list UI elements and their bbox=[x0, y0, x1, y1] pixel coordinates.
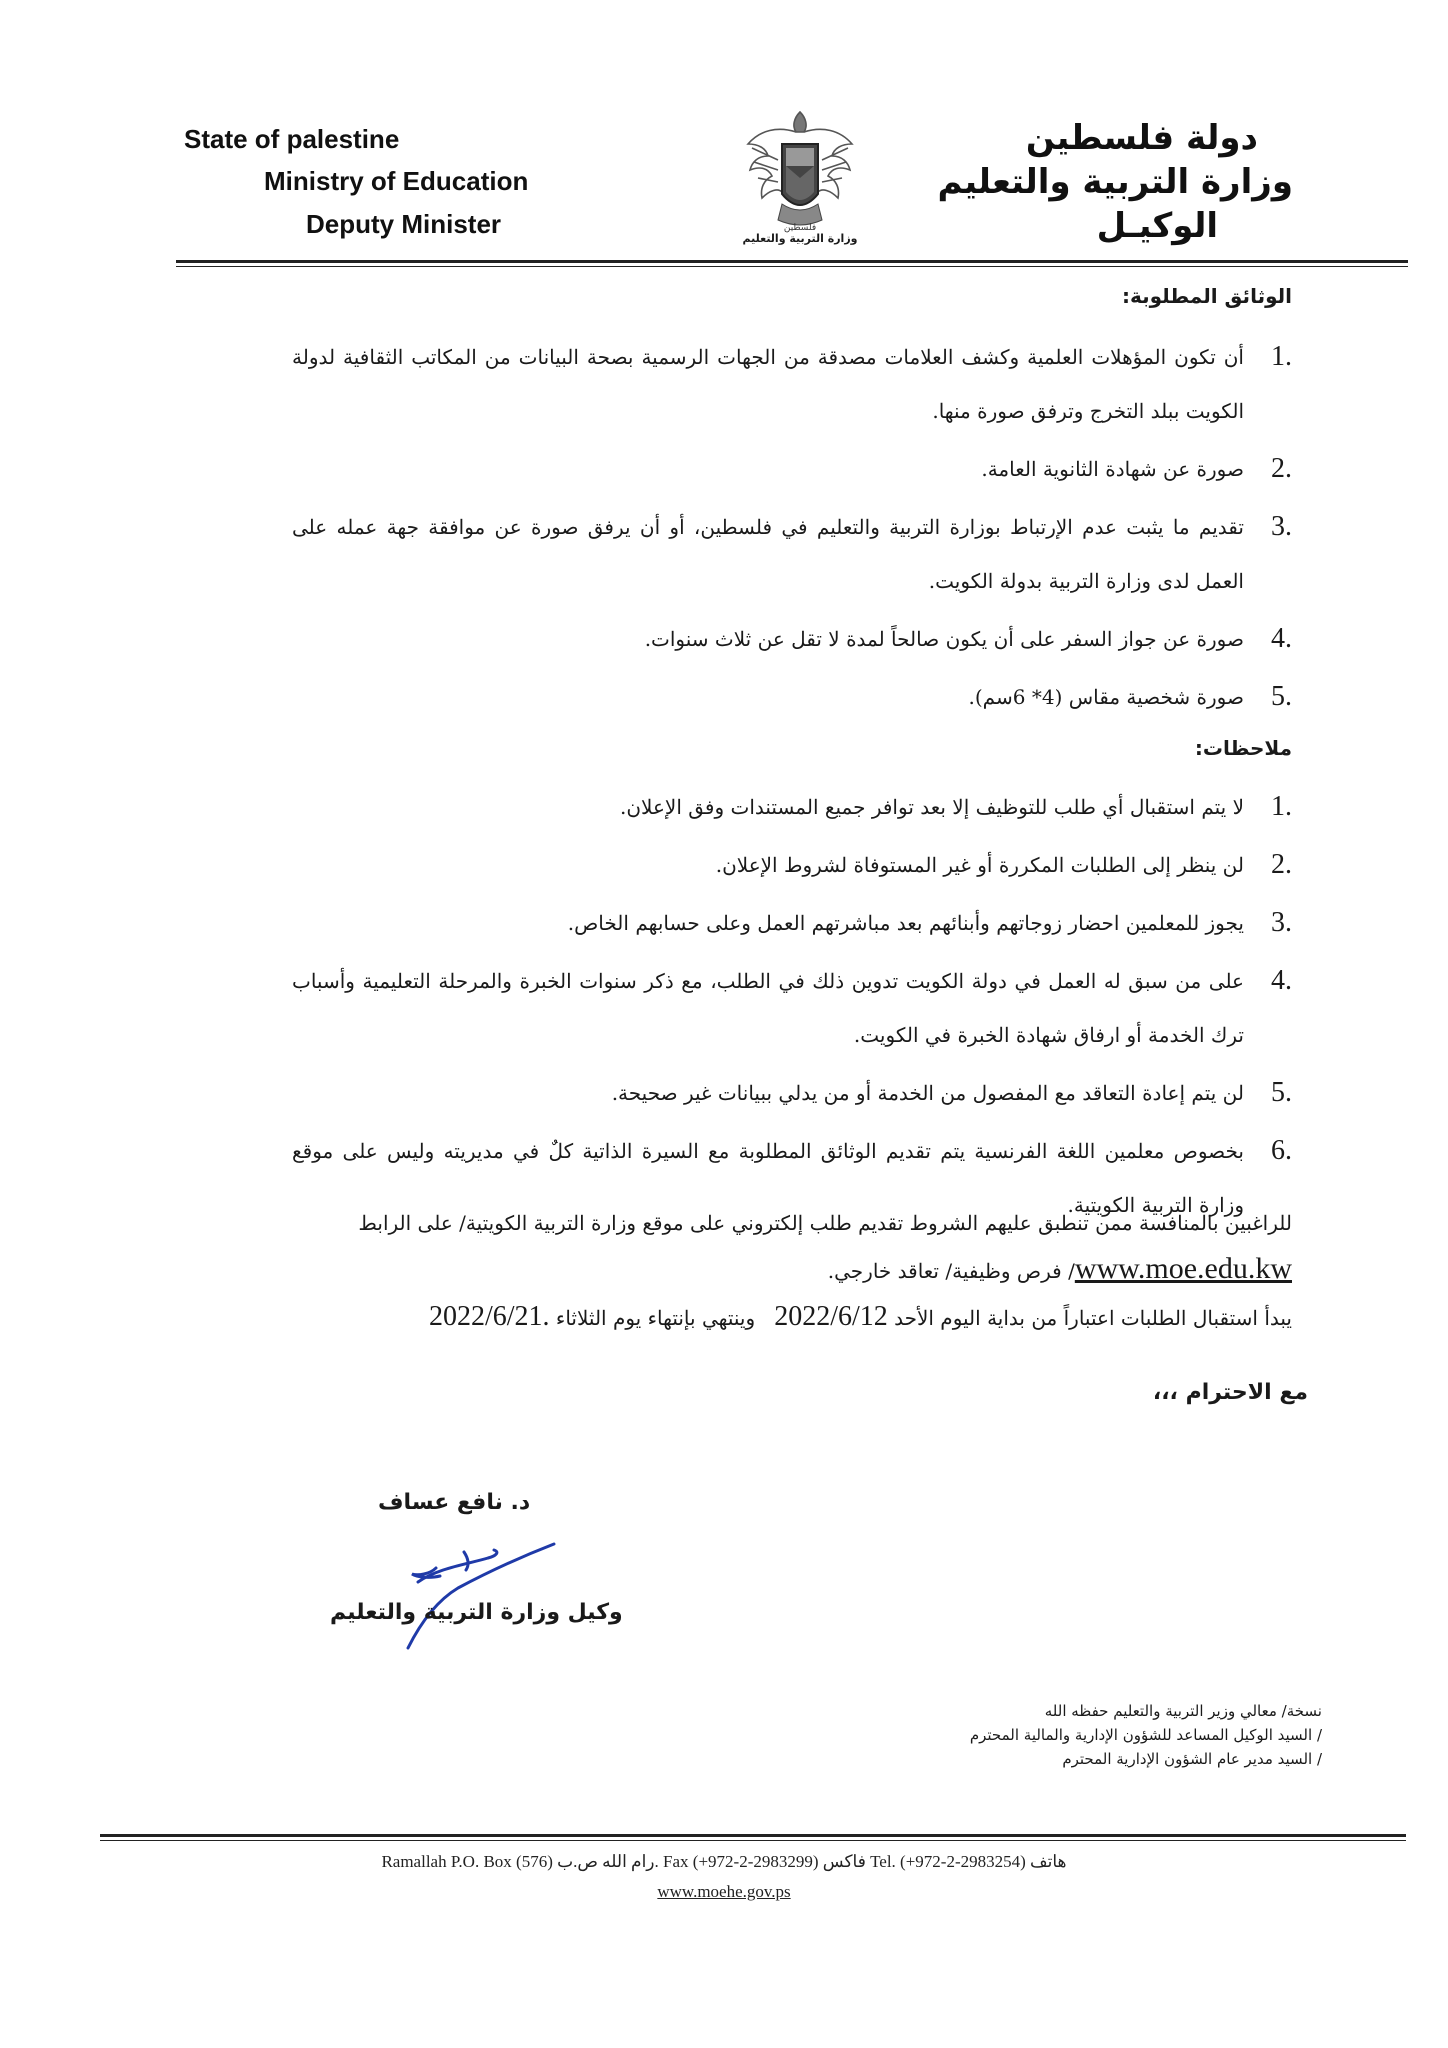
copy-line-3: / السيد مدير عام الشؤون الإدارية المحترم bbox=[1062, 1750, 1322, 1768]
list-item-number: 3. bbox=[1271, 907, 1292, 938]
list-item bbox=[292, 442, 1292, 496]
signatory-title: وكيل وزارة التربية والتعليم bbox=[330, 1600, 623, 1625]
list-item-number: 1. bbox=[1271, 791, 1292, 822]
end-date: 2022/6/21. bbox=[429, 1301, 550, 1332]
dates-middle: وينتهي بإنتهاء يوم الثلاثاء bbox=[555, 1306, 756, 1330]
list-item-text: صورة شخصية مقاس (4* 6سم). bbox=[968, 685, 1244, 709]
list-item-text: صورة عن شهادة الثانوية العامة. bbox=[981, 457, 1244, 481]
moe-kuwait-link[interactable]: www.moe.edu.kw bbox=[1074, 1252, 1292, 1285]
start-date: 2022/6/12 bbox=[774, 1301, 888, 1332]
list-item-number: 2. bbox=[1271, 453, 1292, 484]
copy-line-1: نسخة/ معالي وزير التربية والتعليم حفظه الله bbox=[1044, 1702, 1322, 1720]
list-item-text: لن يتم إعادة التعاقد مع المفصول من الخدمة أو من يدلي ببيانات غير صحيحة. bbox=[611, 1081, 1244, 1105]
emblem-caption: وزارة التربية والتعليم bbox=[742, 232, 858, 245]
application-line2-rest: / فرص وظيفية/ تعاقد خارجي. bbox=[827, 1259, 1075, 1283]
footer-divider-thick bbox=[100, 1834, 1406, 1837]
footer-divider-thin bbox=[100, 1840, 1406, 1841]
list-item-number: 1. bbox=[1271, 341, 1292, 372]
footer-contact-info: Ramallah P.O. Box (576) رام الله ص.ب. Fax (+972-2-2983299) فاكس Tel. (+972-2-2983254) هاتف bbox=[381, 1852, 1067, 1871]
list-item-text: يجوز للمعلمين احضار زوجاتهم وأبنائهم بعد مباشرتهم العمل وعلى حسابهم الخاص. bbox=[567, 911, 1244, 935]
list-item bbox=[292, 500, 1292, 608]
list-item-text: لا يتم استقبال أي طلب للتوظيف إلا بعد توافر جميع المستندات وفق الإعلان. bbox=[620, 795, 1244, 819]
list-item-number: 4. bbox=[1271, 623, 1292, 654]
application-line2 bbox=[288, 1246, 1292, 1294]
header-divider-thin bbox=[176, 266, 1408, 267]
list-item-text: أن تكون المؤهلات العلمية وكشف العلامات مصدقة من الجهات الرسمية بصحة البيانات من المكاتب الثقافية لدولة الكويت ببلد التخرج وترفق صورة منها. bbox=[292, 345, 1244, 423]
documents-list bbox=[292, 330, 1292, 724]
header-arabic-line3: الوكيـل bbox=[1096, 206, 1218, 246]
handwritten-signature-icon bbox=[378, 1528, 558, 1658]
application-dates bbox=[288, 1294, 1292, 1341]
list-item-number: 6. bbox=[1271, 1135, 1292, 1166]
notes-section-title: ملاحظات: bbox=[1194, 736, 1292, 760]
list-item bbox=[292, 896, 1292, 950]
list-item-text: على من سبق له العمل في دولة الكويت تدوين ذلك في الطلب، مع ذكر سنوات الخبرة والمرحلة التعليمية وأسباب ترك الخدمة أو ارفاق شهادة الخبرة في الكويت. bbox=[292, 969, 1244, 1047]
dates-prefix: يبدأ استقبال الطلبات اعتباراً من بداية اليوم الأحد bbox=[894, 1306, 1292, 1330]
application-instructions bbox=[288, 1200, 1292, 1341]
list-item-number: 4. bbox=[1271, 965, 1292, 996]
documents-section-title: الوثائق المطلوبة: bbox=[1121, 284, 1292, 308]
list-item-number: 2. bbox=[1271, 849, 1292, 880]
list-item-text: بخصوص معلمين اللغة الفرنسية يتم تقديم الوثائق المطلوبة مع السيرة الذاتية كلٌ في مديريته وليس على موقع وزارة التربية الكويتية. bbox=[292, 1139, 1244, 1217]
header-divider-thick bbox=[176, 260, 1408, 263]
header-arabic-line1: دولة فلسطين bbox=[1025, 118, 1258, 158]
notes-list bbox=[292, 780, 1292, 1232]
list-item bbox=[292, 780, 1292, 834]
list-item bbox=[292, 612, 1292, 666]
header-arabic-line2: وزارة التربية والتعليم bbox=[937, 162, 1293, 202]
list-item bbox=[292, 670, 1292, 724]
application-line1: للراغبين بالمنافسة ممن تنطبق عليهم الشروط تقديم طلب إلكتروني على موقع وزارة التربية الكويتية/ على الرابط bbox=[358, 1211, 1292, 1235]
footer-website-link[interactable]: www.moehe.gov.ps bbox=[657, 1882, 791, 1901]
header-english-line2: Ministry of Education bbox=[264, 166, 529, 196]
emblem-caption-top: فلسطين bbox=[783, 223, 817, 233]
copy-line-2: / السيد الوكيل المساعد للشؤون الإدارية والمالية المحترم bbox=[969, 1726, 1322, 1744]
list-item-text: صورة عن جواز السفر على أن يكون صالحاً لمدة لا تقل عن ثلاث سنوات. bbox=[644, 627, 1244, 651]
list-item bbox=[292, 954, 1292, 1062]
list-item-text: تقديم ما يثبت عدم الإرتباط بوزارة التربية والتعليم في فلسطين، أو أن يرفق صورة عن موافقة جهة عمله على العمل لدى وزارة التربية بدولة الكويت. bbox=[292, 515, 1244, 593]
list-item-number: 5. bbox=[1271, 1077, 1292, 1108]
signatory-name: د. نافع عساف bbox=[378, 1490, 531, 1515]
closing-greeting: مع الاحترام ،،، bbox=[1152, 1380, 1308, 1405]
list-item bbox=[292, 330, 1292, 438]
list-item bbox=[292, 838, 1292, 892]
header-english-line1: State of palestine bbox=[184, 124, 400, 154]
list-item bbox=[292, 1066, 1292, 1120]
list-item-number: 5. bbox=[1271, 681, 1292, 712]
header-english-line3: Deputy Minister bbox=[306, 209, 502, 239]
list-item-number: 3. bbox=[1271, 511, 1292, 542]
list-item-text: لن ينظر إلى الطلبات المكررة أو غير المستوفاة لشروط الإعلان. bbox=[715, 853, 1244, 877]
